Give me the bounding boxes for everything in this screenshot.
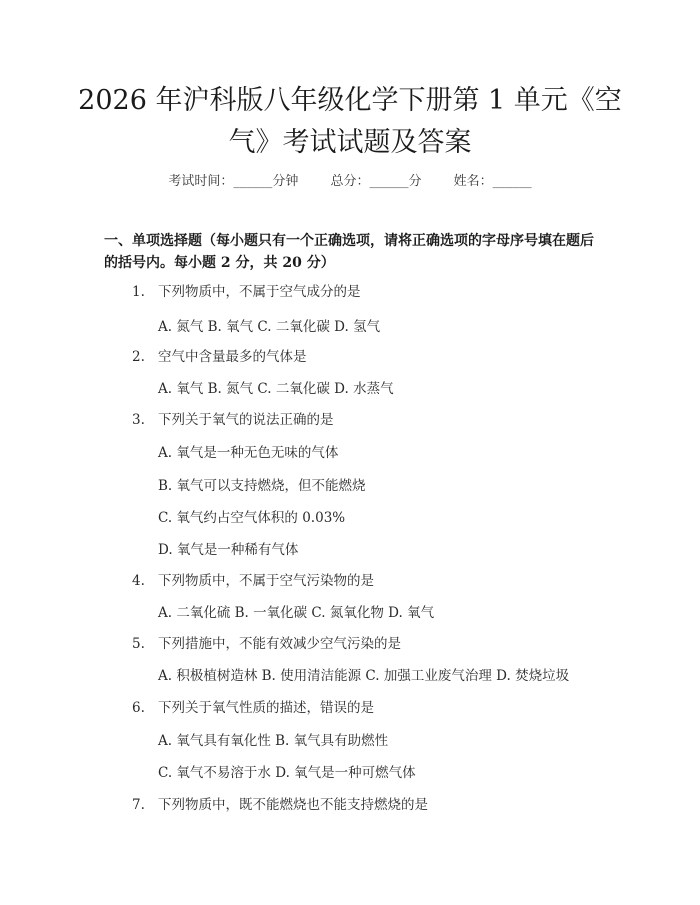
exam-meta: [0, 170, 700, 189]
question-number: 3.: [132, 412, 145, 428]
total-score: 总分：______分: [330, 174, 422, 189]
title-line-1: 2026 年沪科版八年级化学下册第 1 单元《空: [78, 85, 622, 116]
question-5-options: A. 积极植树造林 B. 使用清洁能源 C. 加强工业废气治理 D. 焚烧垃圾: [158, 668, 570, 684]
question-text: 下列关于氧气性质的描述，错误的是: [158, 700, 374, 716]
question-number: 2.: [132, 349, 145, 365]
question-3-option-a: A. 氧气是一种无色无味的气体: [158, 445, 339, 461]
question-text: 下列措施中，不能有效减少空气污染的是: [158, 636, 401, 652]
question-1: [132, 280, 361, 300]
question-text: 下列物质中，不属于空气成分的是: [158, 284, 361, 300]
question-number: 1.: [132, 284, 145, 300]
question-3-option-b: B. 氧气可以支持燃烧，但不能燃烧: [158, 478, 366, 494]
section-heading-line-1: 一、单项选择题（每小题只有一个正确选项，请将正确选项的字母序号填在题后: [104, 233, 594, 249]
question-4: [132, 569, 374, 589]
question-text: 空气中含量最多的气体是: [158, 349, 307, 365]
question-6-options-cd: C. 氧气不易溶于水 D. 氧气是一种可燃气体: [158, 765, 416, 781]
question-2: [132, 345, 307, 365]
section-heading-line-2: 的括号内。每小题 2 分，共 20 分）: [104, 255, 335, 271]
section-heading: [104, 230, 604, 274]
question-7: [132, 793, 428, 813]
question-number: 7.: [132, 797, 145, 813]
question-number: 5.: [132, 636, 145, 652]
question-3: [132, 408, 334, 428]
question-4-options: A. 二氧化硫 B. 一氧化碳 C. 氮氧化物 D. 氧气: [158, 605, 435, 621]
student-name: 姓名：______: [453, 174, 532, 189]
question-1-options: A. 氮气 B. 氧气 C. 二氧化碳 D. 氢气: [158, 319, 381, 335]
question-3-option-d: D. 氧气是一种稀有气体: [158, 542, 299, 558]
page-title: [60, 80, 640, 164]
title-line-2: 气》考试试题及答案: [228, 127, 472, 158]
question-text: 下列物质中，既不能燃烧也不能支持燃烧的是: [158, 797, 428, 813]
question-2-options: A. 氧气 B. 氮气 C. 二氧化碳 D. 水蒸气: [158, 381, 394, 397]
question-6-options-ab: A. 氧气具有氧化性 B. 氧气具有助燃性: [158, 733, 389, 749]
question-text: 下列物质中，不属于空气污染物的是: [158, 573, 374, 589]
question-5: [132, 632, 401, 652]
question-3-option-c: C. 氧气约占空气体积的 0.03%: [158, 510, 346, 526]
exam-time: 考试时间：______分钟: [168, 174, 299, 189]
question-number: 6.: [132, 700, 145, 716]
question-6: [132, 696, 374, 716]
question-text: 下列关于氧气的说法正确的是: [158, 412, 334, 428]
question-number: 4.: [132, 573, 145, 589]
